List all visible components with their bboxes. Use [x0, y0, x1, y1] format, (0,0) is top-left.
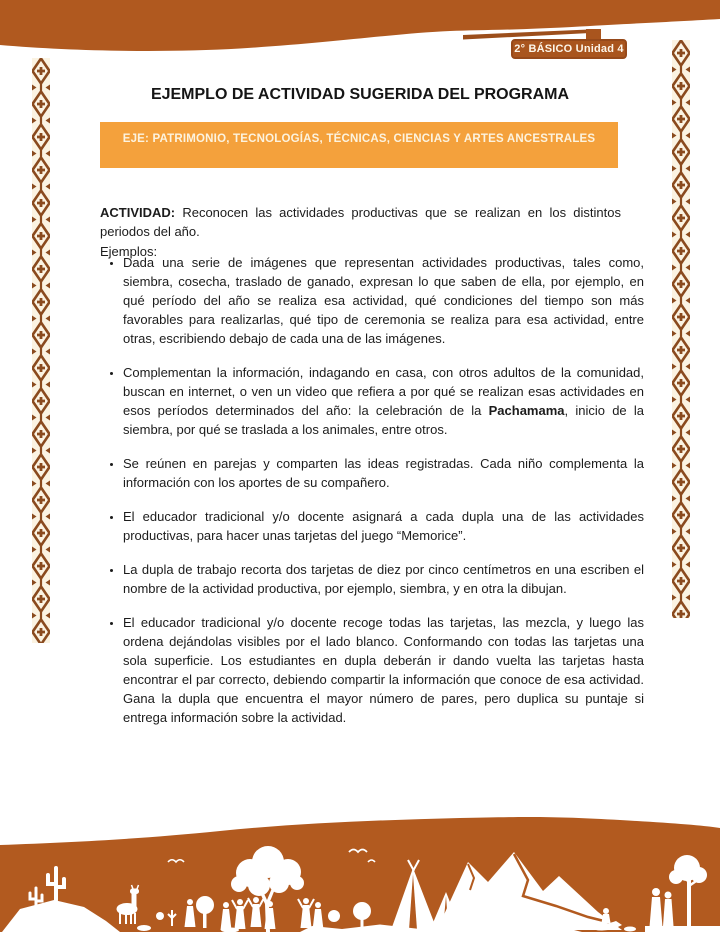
eje-banner-label: EJE: PATRIMONIO, TECNOLOGÍAS, TÉCNICAS, CIENCIAS Y ARTES ANCESTRALES — [122, 133, 596, 145]
bullet-text: , inicio de la siembra, por qué se traslada a los animales, entre otros. — [123, 403, 644, 437]
examples-label: Ejemplos: — [100, 244, 158, 259]
list-item — [123, 560, 644, 598]
list-item — [123, 454, 644, 492]
andean-textile-pattern-left-icon — [32, 58, 50, 643]
unit-badge — [511, 39, 627, 59]
unit-badge-label: 2° BÁSICO Unidad 4 — [514, 43, 624, 55]
andean-landscape-silhouette-icon — [0, 812, 720, 932]
bullet-text: Complementan la información, indagando en casa, con otros adultos de la comunidad, buscan en internet, o ven un video que refiera a por qué se realizan esas actividades en esos períodos determinados del año: la celebración de la — [123, 365, 644, 418]
bullet-bold-text: Pachamama — [488, 403, 565, 418]
activity-label: ACTIVIDAD: — [100, 205, 176, 220]
list-item — [123, 253, 644, 348]
list-item — [123, 613, 644, 727]
bullet-text: El educador tradicional y/o docente recoge todas las tarjetas, las mezcla, y luego las ordena dejándolas visibles por el lado blanco. Conformando con todas las tarjetas una sola superficie. Los estudiantes en dupla deberán ir dando vuelta las tarjetas hasta encontrar el par correcto, debiendo compartir la información que conoce de esa actividad. Gana la dupla que encuentra el mayor número de pares, pero duplica su puntaje si entrega información sobre la actividad. — [123, 615, 644, 725]
bullet-text: Dada una serie de imágenes que representan actividades productivas, tales como, siembra, cosecha, traslado de ganado, expresan lo que saben de ella, por ejemplo, en qué período del año se realiza esa actividad, qué condiciones del tiempo son más favorables para realizarlas, qué tipo de ceremonia se realiza para esa actividad, entre otras, escribiendo debajo de cada una de las imágenes. — [123, 255, 644, 346]
activity-text: Reconocen las actividades productivas que se realizan en los distintos periodos del año. — [100, 205, 621, 239]
activity-line — [100, 203, 621, 241]
page-title: EJEMPLO DE ACTIVIDAD SUGERIDA DEL PROGRAMA — [150, 86, 570, 103]
bullet-text: La dupla de trabajo recorta dos tarjetas de diez por cinco centímetros en una escriben el nombre de la actividad productiva, por ejemplo, siembra, y en otra la dibujan. — [123, 562, 644, 596]
examples-bullet-list — [100, 253, 644, 742]
bullet-text: Se reúnen en parejas y comparten las ideas registradas. Cada niño complementa la información con los aportes de su compañero. — [123, 456, 644, 490]
andean-textile-pattern-right-icon — [672, 40, 690, 618]
list-item — [123, 363, 644, 439]
list-item — [123, 507, 644, 545]
eje-banner — [100, 122, 618, 168]
bullet-text: El educador tradicional y/o docente asignará a cada dupla una de las actividades productivas, para hacer unas tarjetas del juego “Memorice”. — [123, 509, 644, 543]
